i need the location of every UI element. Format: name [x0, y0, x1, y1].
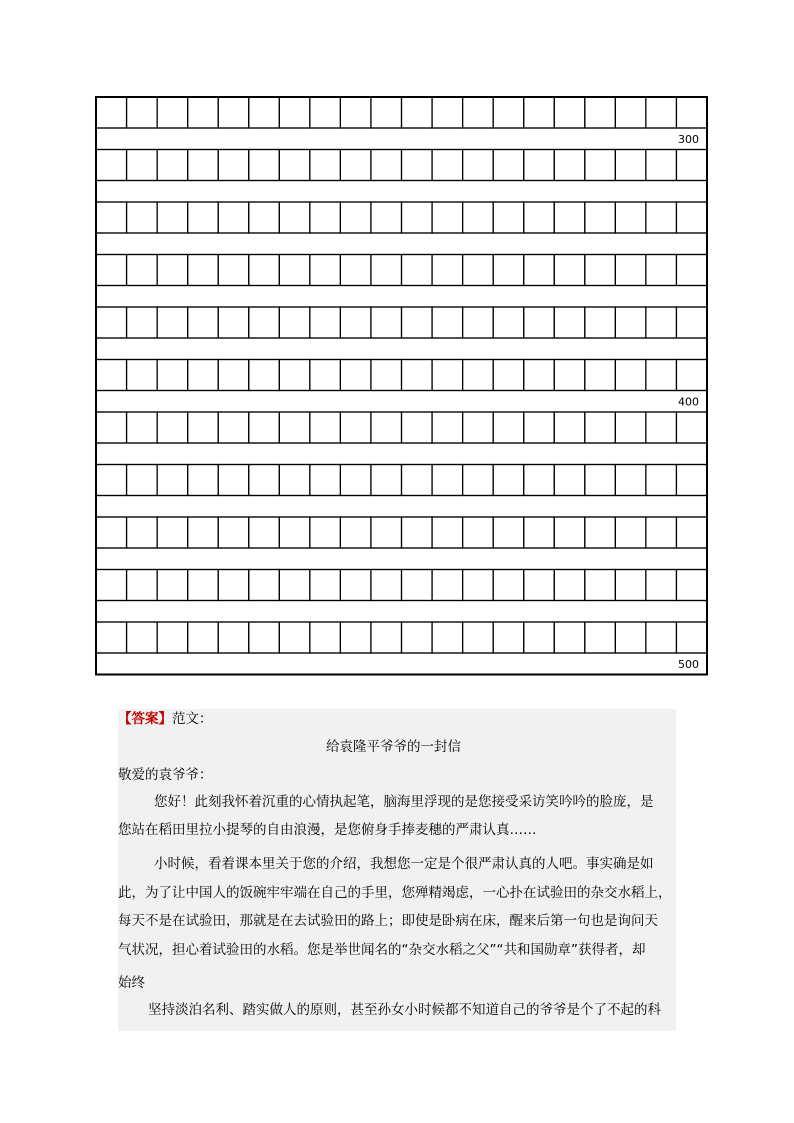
grid-cell — [585, 622, 616, 653]
grid-cell — [676, 622, 707, 653]
grid-spacer-row — [96, 496, 707, 518]
grid-cell — [493, 412, 524, 443]
grid-cell — [249, 360, 280, 391]
grid-cell — [218, 570, 249, 601]
grid-cell — [432, 622, 463, 653]
grid-spacer-row — [96, 601, 707, 623]
grid-cell — [615, 570, 646, 601]
grid-cell — [493, 622, 524, 653]
grid-cell — [402, 255, 433, 286]
grid-cell — [432, 255, 463, 286]
body-line: 每天不是在试验田，那就是在去试验田的路上；即使是卧病在床，醒来后第一句也是询问天 — [118, 913, 658, 929]
grid-cell — [279, 150, 310, 181]
grid-cell — [310, 255, 341, 286]
grid-cell — [310, 517, 341, 548]
grid-cell — [463, 570, 494, 601]
grid-cell — [676, 465, 707, 496]
grid-cell — [646, 150, 677, 181]
grid-cell — [96, 622, 127, 653]
grid-cell — [340, 412, 371, 443]
grid-cell — [279, 412, 310, 443]
body-line: 始终 — [118, 975, 145, 991]
grid-cell — [615, 360, 646, 391]
grid-cell — [432, 412, 463, 443]
grid-cell — [279, 465, 310, 496]
grid-cell — [432, 150, 463, 181]
grid-cell — [279, 202, 310, 233]
grid-cell — [310, 622, 341, 653]
grid-cell — [188, 465, 219, 496]
grid-cell — [554, 622, 585, 653]
grid-cell — [249, 97, 280, 128]
grid-cell — [432, 465, 463, 496]
grid-spacer-row — [96, 548, 707, 570]
grid-cell — [279, 97, 310, 128]
grid-cell — [554, 307, 585, 338]
grid-cell — [615, 307, 646, 338]
grid-cell — [463, 622, 494, 653]
grid-cell — [371, 202, 402, 233]
grid-cell — [554, 412, 585, 443]
grid-cell — [371, 360, 402, 391]
grid-cell — [371, 97, 402, 128]
grid-cell — [157, 255, 188, 286]
grid-cell — [96, 465, 127, 496]
grid-cell — [432, 517, 463, 548]
answer-section — [118, 709, 676, 1031]
grid-cell — [96, 412, 127, 443]
grid-cell — [127, 412, 158, 443]
grid-cell — [157, 307, 188, 338]
grid-cell — [463, 307, 494, 338]
grid-cell — [554, 517, 585, 548]
grid-spacer-row — [96, 286, 707, 308]
grid-cell — [218, 360, 249, 391]
grid-cell — [615, 255, 646, 286]
grid-cell — [279, 360, 310, 391]
grid-cell — [676, 255, 707, 286]
grid-cell — [432, 97, 463, 128]
grid-cell — [493, 202, 524, 233]
grid-cell — [127, 202, 158, 233]
grid-cell — [127, 97, 158, 128]
grid-cell — [249, 622, 280, 653]
grid-cell — [218, 202, 249, 233]
grid-cell — [249, 412, 280, 443]
grid-cell — [524, 622, 555, 653]
grid-cell — [310, 570, 341, 601]
grid-cell — [218, 465, 249, 496]
grid-cell — [310, 202, 341, 233]
grid-cell — [524, 97, 555, 128]
grid-cell — [585, 517, 616, 548]
grid-cell — [218, 255, 249, 286]
body-line: 您站在稻田里拉小提琴的自由浪漫，是您俯身手捧麦穗的严肃认真…… — [118, 822, 537, 838]
grid-cell — [676, 517, 707, 548]
grid-cell — [463, 412, 494, 443]
grid-cell — [310, 150, 341, 181]
grid-cell — [585, 412, 616, 443]
grid-cell — [493, 307, 524, 338]
grid-cell — [157, 570, 188, 601]
grid-cell — [218, 412, 249, 443]
grid-cell — [615, 622, 646, 653]
grid-cell — [554, 570, 585, 601]
grid-cell — [371, 150, 402, 181]
grid-cell — [249, 307, 280, 338]
grid-cell — [524, 255, 555, 286]
grid-cell — [524, 307, 555, 338]
grid-cell — [371, 517, 402, 548]
grid-cell — [402, 202, 433, 233]
grid-cell — [585, 465, 616, 496]
grid-cell — [371, 412, 402, 443]
grid-cell — [554, 255, 585, 286]
grid-cell — [340, 360, 371, 391]
grid-cell — [157, 622, 188, 653]
grid-cell — [585, 307, 616, 338]
grid-cell — [646, 465, 677, 496]
grid-cell — [646, 360, 677, 391]
grid-cell — [157, 202, 188, 233]
grid-cell — [432, 360, 463, 391]
grid-cell — [585, 360, 616, 391]
grid-cell — [615, 412, 646, 443]
grid-cell — [340, 97, 371, 128]
grid-cell — [249, 202, 280, 233]
grid-cell — [371, 570, 402, 601]
grid-cell — [646, 570, 677, 601]
grid-cell — [615, 150, 646, 181]
grid-cell — [493, 255, 524, 286]
grid-cell — [646, 255, 677, 286]
grid-cell — [188, 517, 219, 548]
grid-cell — [615, 97, 646, 128]
grid-spacer-row — [96, 233, 707, 255]
grid-cell — [585, 97, 616, 128]
grid-cell — [340, 150, 371, 181]
grid-cell — [340, 622, 371, 653]
grid-cell — [279, 622, 310, 653]
grid-cell — [493, 360, 524, 391]
grid-cell — [96, 255, 127, 286]
word-count-marker: 300 — [678, 133, 699, 146]
grid-cell — [218, 97, 249, 128]
grid-spacer-row — [96, 443, 707, 465]
body-line: 小时候，看着课本里关于您的介绍，我想您一定是个很严肃认真的人吧。事实确是如 — [154, 856, 654, 872]
grid-cell — [493, 97, 524, 128]
grid-cell — [127, 360, 158, 391]
grid-cell — [402, 622, 433, 653]
grid-cell — [463, 150, 494, 181]
grid-cell — [524, 570, 555, 601]
grid-cell — [188, 307, 219, 338]
grid-cell — [524, 465, 555, 496]
grid-cell — [279, 570, 310, 601]
grid-cell — [585, 255, 616, 286]
grid-cell — [463, 465, 494, 496]
grid-cell — [524, 150, 555, 181]
grid-cell — [402, 360, 433, 391]
grid-cell — [188, 97, 219, 128]
grid-cell — [463, 517, 494, 548]
grid-cell — [402, 412, 433, 443]
grid-spacer-row — [96, 181, 707, 203]
grid-cell — [554, 97, 585, 128]
grid-cell — [676, 412, 707, 443]
grid-cell — [96, 202, 127, 233]
grid-cell — [127, 307, 158, 338]
grid-spacer-row — [96, 338, 707, 360]
grid-spacer-row — [96, 391, 707, 413]
grid-cell — [157, 360, 188, 391]
body-line: 坚持淡泊名利、踏实做人的原则，甚至孙女小时候都不知道自己的爷爷是个了不起的科 — [148, 1002, 661, 1018]
grid-cell — [554, 202, 585, 233]
body-line: 气状况，担心着试验田的水稻。您是举世闻名的“杂交水稻之父”“共和国勋章”获得者，却 — [118, 942, 646, 958]
grid-cell — [585, 570, 616, 601]
grid-cell — [676, 307, 707, 338]
grid-cell — [463, 202, 494, 233]
grid-cell — [279, 517, 310, 548]
grid-cell — [340, 255, 371, 286]
grid-cell — [96, 360, 127, 391]
grid-cell — [646, 622, 677, 653]
grid-cell — [646, 202, 677, 233]
grid-cell — [493, 150, 524, 181]
grid-cell — [188, 622, 219, 653]
grid-cell — [493, 517, 524, 548]
grid-cell — [676, 97, 707, 128]
grid-cell — [615, 517, 646, 548]
grid-cell — [554, 465, 585, 496]
grid-cell — [524, 412, 555, 443]
grid-cell — [402, 465, 433, 496]
grid-cell — [463, 255, 494, 286]
grid-cell — [127, 517, 158, 548]
grid-cell — [310, 360, 341, 391]
grid-cell — [340, 465, 371, 496]
grid-cell — [524, 517, 555, 548]
grid-cell — [340, 202, 371, 233]
grid-cell — [402, 517, 433, 548]
grid-cell — [402, 570, 433, 601]
body-line: 此，为了让中国人的饭碗牢牢端在自己的手里，您殚精竭虑，一心扑在试验田的杂交水稻上， — [118, 885, 672, 901]
grid-cell — [157, 517, 188, 548]
grid-cell — [402, 150, 433, 181]
grid-cell — [249, 255, 280, 286]
grid-cell — [127, 255, 158, 286]
grid-cell — [615, 465, 646, 496]
grid-cell — [310, 412, 341, 443]
grid-cell — [432, 202, 463, 233]
word-count-marker: 400 — [678, 395, 699, 409]
grid-cell — [249, 465, 280, 496]
grid-cell — [127, 622, 158, 653]
grid-cell — [493, 570, 524, 601]
grid-cell — [340, 570, 371, 601]
grid-cell — [218, 307, 249, 338]
grid-cell — [310, 465, 341, 496]
word-count-marker: 500 — [678, 658, 699, 671]
grid-cell — [279, 255, 310, 286]
grid-cell — [371, 255, 402, 286]
grid-cell — [676, 150, 707, 181]
grid-cell — [554, 360, 585, 391]
grid-cell — [463, 360, 494, 391]
grid-cell — [371, 307, 402, 338]
grid-cell — [676, 570, 707, 601]
grid-cell — [157, 412, 188, 443]
grid-cell — [371, 622, 402, 653]
grid-cell — [127, 570, 158, 601]
grid-cell — [585, 202, 616, 233]
grid-cell — [96, 97, 127, 128]
grid-cell — [432, 307, 463, 338]
grid-cell — [188, 360, 219, 391]
grid-cell — [402, 307, 433, 338]
grid-cell — [188, 202, 219, 233]
grid-cell — [249, 570, 280, 601]
letter-salutation: 敬爱的袁爷爷： — [118, 767, 213, 783]
grid-cell — [646, 517, 677, 548]
grid-cell — [524, 360, 555, 391]
grid-cell — [96, 517, 127, 548]
grid-cell — [157, 150, 188, 181]
grid-cell — [96, 150, 127, 181]
grid-cell — [646, 307, 677, 338]
grid-cell — [96, 307, 127, 338]
grid-cell — [676, 202, 707, 233]
grid-spacer-row — [96, 128, 707, 150]
grid-cell — [646, 412, 677, 443]
grid-cell — [157, 465, 188, 496]
grid-cell — [402, 97, 433, 128]
grid-cell — [96, 570, 127, 601]
body-line: 您好！此刻我怀着沉重的心情执起笔，脑海里浮现的是您接受采访笑吟吟的脸庞，是 — [154, 794, 654, 810]
grid-cell — [218, 150, 249, 181]
grid-cell — [188, 150, 219, 181]
grid-cell — [310, 97, 341, 128]
answer-header — [118, 709, 213, 729]
answer-prefix: 范文： — [172, 711, 213, 727]
grid-cell — [340, 517, 371, 548]
grid-cell — [615, 202, 646, 233]
grid-cell — [432, 570, 463, 601]
grid-cell — [188, 412, 219, 443]
grid-cell — [127, 150, 158, 181]
grid-spacer-row — [96, 653, 707, 675]
grid-cell — [157, 97, 188, 128]
grid-cell — [249, 150, 280, 181]
grid-cell — [188, 570, 219, 601]
grid-cell — [218, 622, 249, 653]
grid-cell — [463, 97, 494, 128]
grid-cell — [188, 255, 219, 286]
grid-cell — [676, 360, 707, 391]
grid-cell — [340, 307, 371, 338]
grid-cell — [646, 97, 677, 128]
grid-cell — [585, 150, 616, 181]
answer-label: 【答案】 — [118, 711, 172, 727]
grid-cell — [279, 307, 310, 338]
grid-cell — [249, 517, 280, 548]
letter-title: 给袁隆平爷爷的一封信 — [326, 739, 461, 755]
grid-cell — [127, 465, 158, 496]
grid-cell — [310, 307, 341, 338]
grid-cell — [218, 517, 249, 548]
grid-cell — [493, 465, 524, 496]
grid-cell — [371, 465, 402, 496]
grid-cell — [554, 150, 585, 181]
grid-cell — [524, 202, 555, 233]
